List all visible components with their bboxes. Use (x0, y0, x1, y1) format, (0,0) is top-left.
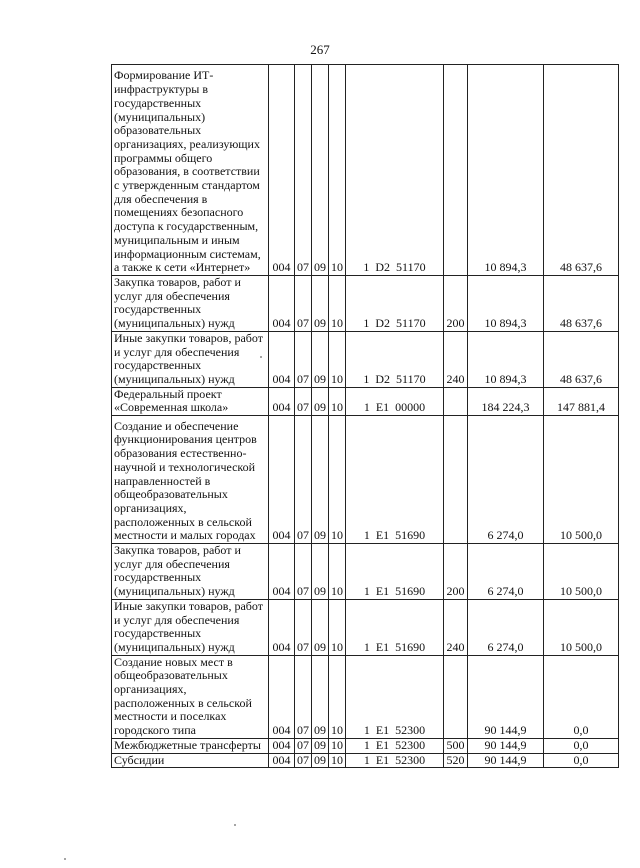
cell-program: 10 (329, 738, 346, 753)
row-name: Создание новых мест в общеобразовательных организациях, расположенных в сельской местности и поселках городского типа (112, 655, 269, 738)
cell-ministry: 004 (269, 753, 295, 768)
cell-amount-2: 48 637,6 (544, 276, 619, 332)
cell-expense-type: 240 (444, 599, 468, 655)
cell-program: 10 (329, 276, 346, 332)
cell-subsection: 09 (312, 738, 329, 753)
cell-direction: 51690 (395, 528, 426, 543)
cell-program: 10 (329, 65, 346, 276)
cell-direction: 52300 (395, 723, 426, 738)
cell-expense-type (444, 65, 468, 276)
cell-amount-1: 10 894,3 (468, 276, 544, 332)
scan-speck (64, 858, 66, 860)
cell-amount-1: 6 274,0 (468, 416, 544, 544)
cell-expense-type (444, 387, 468, 415)
row-name: Иные закупки товаров, работ и услуг для обеспечения государственных (муниципальных) нужд (112, 331, 269, 387)
cell-project: D2 (375, 316, 391, 331)
table-row (112, 331, 619, 387)
cell-target-code (346, 599, 444, 655)
cell-program: 10 (329, 387, 346, 415)
cell-amount-2: 147 881,4 (544, 387, 619, 415)
cell-program: 10 (329, 599, 346, 655)
cell-subsection: 09 (312, 331, 329, 387)
cell-direction: 51690 (395, 639, 426, 654)
cell-target-code (346, 544, 444, 600)
cell-subprogram: 1 (363, 723, 370, 738)
cell-section: 07 (295, 599, 312, 655)
cell-amount-2: 0,0 (544, 738, 619, 753)
cell-subsection: 09 (312, 387, 329, 415)
cell-subprogram: 1 (363, 528, 370, 543)
cell-direction: 00000 (395, 400, 426, 415)
cell-direction: 51170 (396, 260, 426, 275)
cell-amount-2: 10 500,0 (544, 599, 619, 655)
cell-ministry: 004 (269, 599, 295, 655)
cell-ministry: 004 (269, 544, 295, 600)
scan-speck (234, 824, 236, 826)
page-number: 267 (310, 42, 330, 57)
table-row (112, 65, 619, 276)
table-row (112, 599, 619, 655)
cell-subsection: 09 (312, 599, 329, 655)
cell-target-code (346, 65, 444, 276)
cell-project: E1 (375, 400, 390, 415)
cell-project: E1 (375, 738, 390, 752)
cell-program: 10 (329, 331, 346, 387)
cell-section: 07 (295, 331, 312, 387)
cell-section: 07 (295, 387, 312, 415)
cell-amount-1: 90 144,9 (468, 753, 544, 768)
cell-expense-type: 240 (444, 331, 468, 387)
cell-target-code (346, 738, 444, 753)
cell-subsection: 09 (312, 753, 329, 768)
table-row (112, 655, 619, 738)
cell-subprogram: 1 (363, 639, 370, 654)
cell-target-code (346, 655, 444, 738)
scan-speck (260, 356, 262, 358)
cell-subprogram: 1 (363, 260, 370, 275)
cell-target-code (346, 276, 444, 332)
cell-section: 07 (295, 738, 312, 753)
row-name: Формирование ИТ-инфраструктуры в государственных (муниципальных) образовательных организациях, реализующих программы общего образования, в соответствии с утвержденным стандартом для обеспечения в помещениях безопасного доступа к государственным, муниципальным и иным информационным системам, а также к сети «Интернет» (112, 65, 269, 276)
cell-target-code (346, 387, 444, 415)
row-name: Создание и обеспечение функционирования центров образования естественно-научной и технологической направленностей в общеобразовательных организациях, расположенных в сельской местности и малых городах (112, 416, 269, 544)
cell-expense-type: 520 (444, 753, 468, 768)
cell-program: 10 (329, 753, 346, 768)
row-name: Субсидии (112, 753, 269, 768)
cell-ministry: 004 (269, 416, 295, 544)
cell-amount-1: 6 274,0 (468, 544, 544, 600)
cell-section: 07 (295, 544, 312, 600)
cell-subsection: 09 (312, 544, 329, 600)
cell-ministry: 004 (269, 65, 295, 276)
cell-direction: 51170 (396, 371, 426, 386)
cell-subprogram: 1 (363, 316, 370, 331)
table-row (112, 416, 619, 544)
cell-ministry: 004 (269, 276, 295, 332)
cell-ministry: 004 (269, 738, 295, 753)
cell-amount-2: 10 500,0 (544, 544, 619, 600)
table-row (112, 753, 619, 768)
cell-program: 10 (329, 416, 346, 544)
cell-expense-type (444, 655, 468, 738)
cell-amount-2: 48 637,6 (544, 331, 619, 387)
cell-subprogram: 1 (363, 753, 370, 767)
cell-subprogram: 1 (363, 371, 370, 386)
cell-project: E1 (375, 584, 390, 599)
cell-target-code (346, 416, 444, 544)
cell-amount-1: 10 894,3 (468, 65, 544, 276)
cell-expense-type: 500 (444, 738, 468, 753)
cell-project: E1 (375, 639, 390, 654)
cell-program: 10 (329, 544, 346, 600)
cell-amount-2: 0,0 (544, 655, 619, 738)
cell-section: 07 (295, 655, 312, 738)
row-name: Межбюджетные трансферты (112, 738, 269, 753)
cell-subprogram: 1 (363, 738, 370, 752)
cell-project: E1 (375, 528, 390, 543)
cell-amount-2: 10 500,0 (544, 416, 619, 544)
budget-table (111, 64, 619, 768)
cell-expense-type: 200 (444, 276, 468, 332)
cell-project: E1 (375, 723, 390, 738)
cell-ministry: 004 (269, 655, 295, 738)
cell-subprogram: 1 (363, 584, 370, 599)
table-row (112, 738, 619, 753)
cell-amount-1: 184 224,3 (468, 387, 544, 415)
cell-project: D2 (375, 260, 391, 275)
cell-subsection: 09 (312, 655, 329, 738)
cell-amount-1: 6 274,0 (468, 599, 544, 655)
cell-project: D2 (375, 371, 391, 386)
cell-amount-1: 90 144,9 (468, 655, 544, 738)
cell-amount-2: 48 637,6 (544, 65, 619, 276)
cell-target-code (346, 331, 444, 387)
cell-amount-1: 10 894,3 (468, 331, 544, 387)
cell-section: 07 (295, 276, 312, 332)
cell-program: 10 (329, 655, 346, 738)
row-name: Иные закупки товаров, работ и услуг для обеспечения государственных (муниципальных) нужд (112, 599, 269, 655)
cell-expense-type: 200 (444, 544, 468, 600)
table-row (112, 544, 619, 600)
cell-subsection: 09 (312, 416, 329, 544)
cell-ministry: 004 (269, 331, 295, 387)
cell-ministry: 004 (269, 387, 295, 415)
table-row (112, 276, 619, 332)
cell-amount-2: 0,0 (544, 753, 619, 768)
cell-section: 07 (295, 416, 312, 544)
cell-direction: 51690 (395, 584, 426, 599)
cell-direction: 51170 (396, 316, 426, 331)
row-name: Закупка товаров, работ и услуг для обеспечения государственных (муниципальных) нужд (112, 276, 269, 332)
cell-expense-type (444, 416, 468, 544)
cell-amount-1: 90 144,9 (468, 738, 544, 753)
cell-project: E1 (375, 753, 390, 767)
table-row (112, 387, 619, 415)
cell-target-code (346, 753, 444, 768)
cell-direction: 52300 (395, 753, 426, 767)
table-body (112, 65, 619, 768)
row-name: Закупка товаров, работ и услуг для обеспечения государственных (муниципальных) нужд (112, 544, 269, 600)
cell-section: 07 (295, 65, 312, 276)
cell-subprogram: 1 (363, 400, 370, 415)
row-name: Федеральный проект «Современная школа» (112, 387, 269, 415)
cell-section: 07 (295, 753, 312, 768)
cell-subsection: 09 (312, 276, 329, 332)
cell-direction: 52300 (395, 738, 426, 752)
cell-subsection: 09 (312, 65, 329, 276)
